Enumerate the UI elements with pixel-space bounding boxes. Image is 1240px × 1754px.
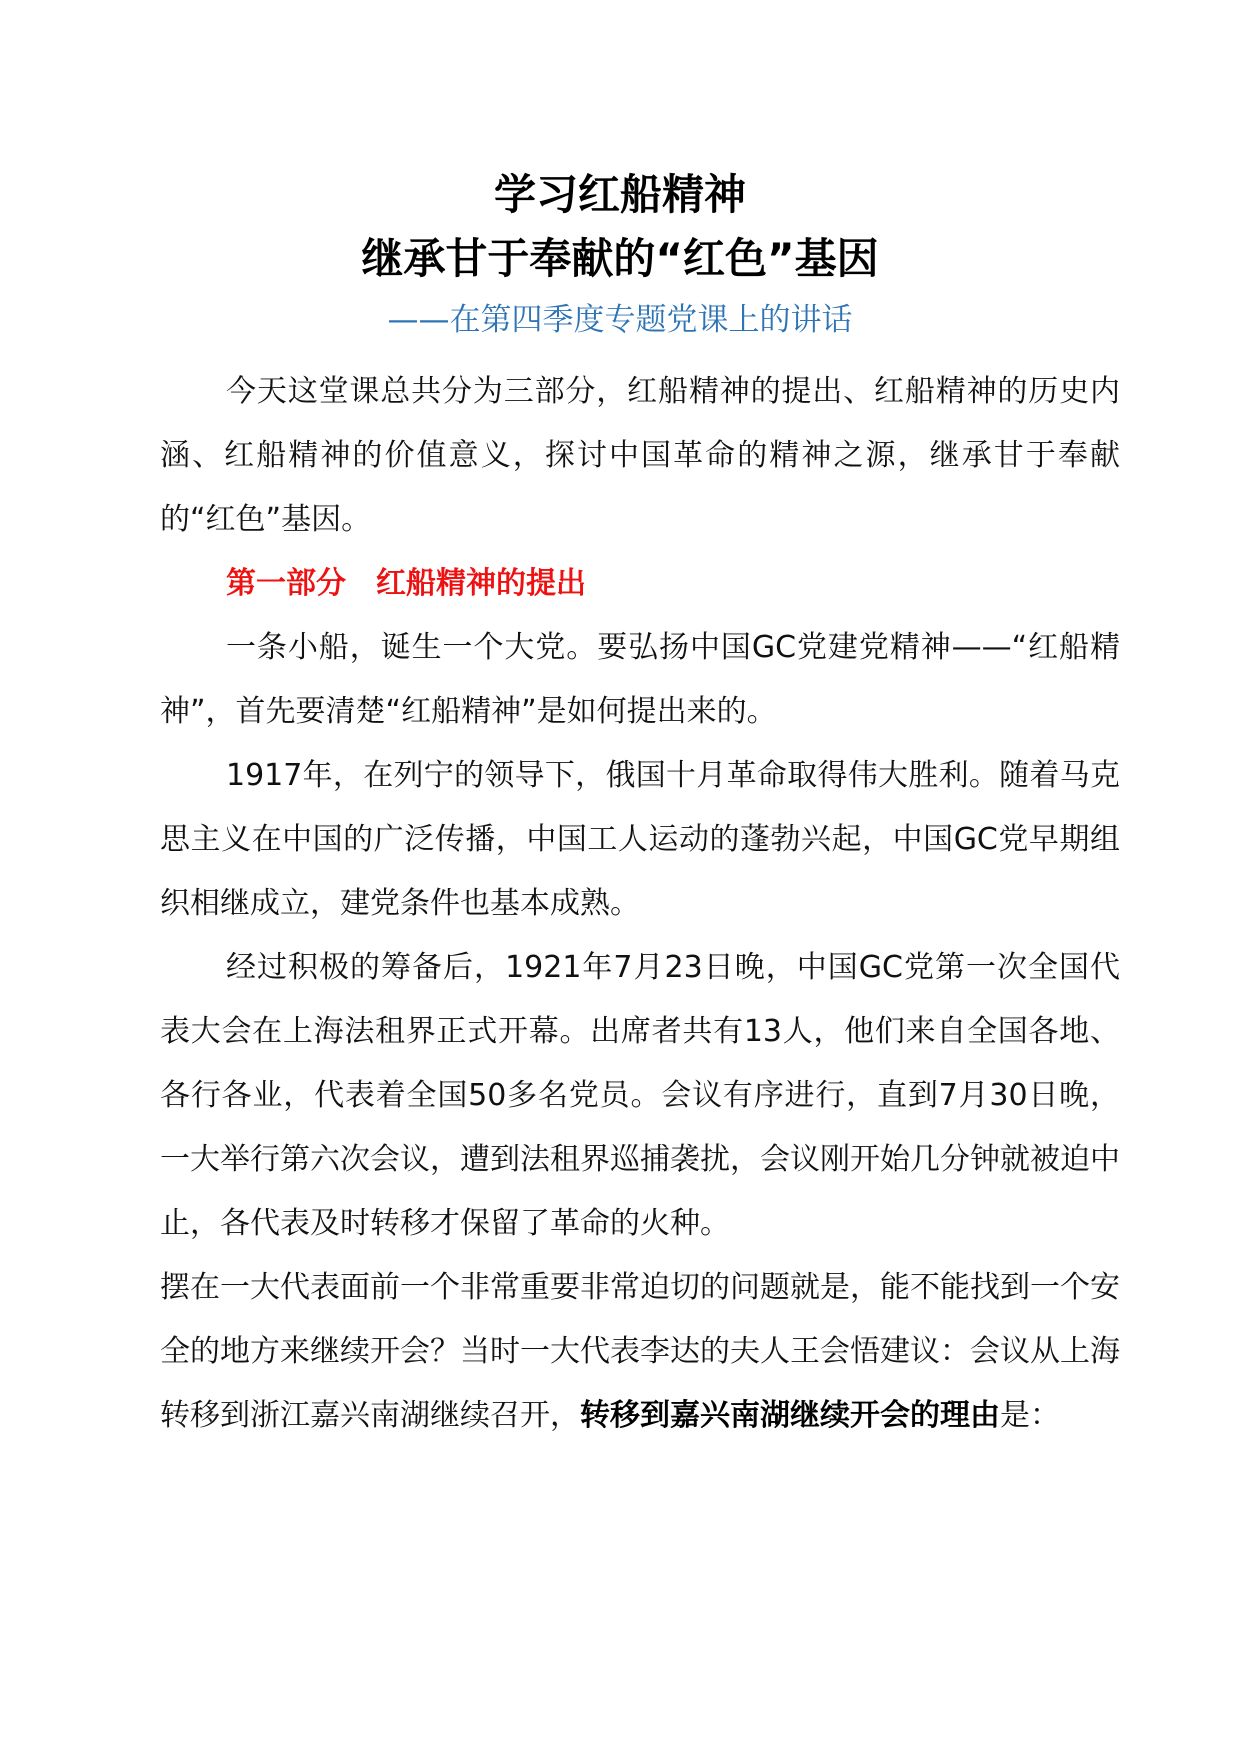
paragraph-4-bold: 转移到嘉兴南湖继续开会的理由 (580, 1398, 1000, 1433)
paragraph-1: 一条小船，诞生一个大党。要弘扬中国GC党建党精神——“红船精神”，首先要清楚“红船精神”是如何提出来的。 (160, 630, 1120, 729)
document-title-line1: 学习红船精神 (493, 170, 746, 219)
paragraph-2: 1917年，在列宁的领导下，俄国十月革命取得伟大胜利。随着马克思主义在中国的广泛传播，中国工人运动的蓬勃兴起，中国GC党早期组织相继成立，建党条件也基本成熟。 (160, 758, 1120, 921)
paragraph-4-end: 是： (1000, 1398, 1060, 1433)
paragraph-intro: 今天这堂课总共分为三部分，红船精神的提出、红船精神的历史内涵、红船精神的价值意义，探讨中国革命的精神之源，继承甘于奉献的“红色”基因。 (160, 374, 1120, 537)
document-body (160, 360, 1120, 1448)
paragraph-3: 经过积极的筹备后，1921年7月23日晚，中国GC党第一次全国代表大会在上海法租界正式开幕。出席者共有13人，他们来自全国各地、各行各业，代表着全国50多名党员。会议有序进行，直到7月30日晚，一大举行第六次会议，遭到法租界巡捕袭扰，会议刚开始几分钟就被迫中止，各代表及时转移才保留了革命的火种。 (160, 950, 1120, 1241)
section-heading-part1: 第一部分 红船精神的提出 (226, 566, 586, 601)
document-subtitle: ——在第四季度专题党课上的讲话 (387, 302, 853, 338)
paragraph-4-text: 摆在一大代表面前一个非常重要非常迫切的问题就是，能不能找到一个安全的地方来继续开会？当时一大代表李达的夫人王会悟建议：会议从上海转移到浙江嘉兴南湖继续召开， (160, 1270, 1120, 1433)
document-title-line2: 继承甘于奉献的“红色”基因 (361, 234, 879, 283)
paragraph-4 (160, 1256, 1120, 1448)
